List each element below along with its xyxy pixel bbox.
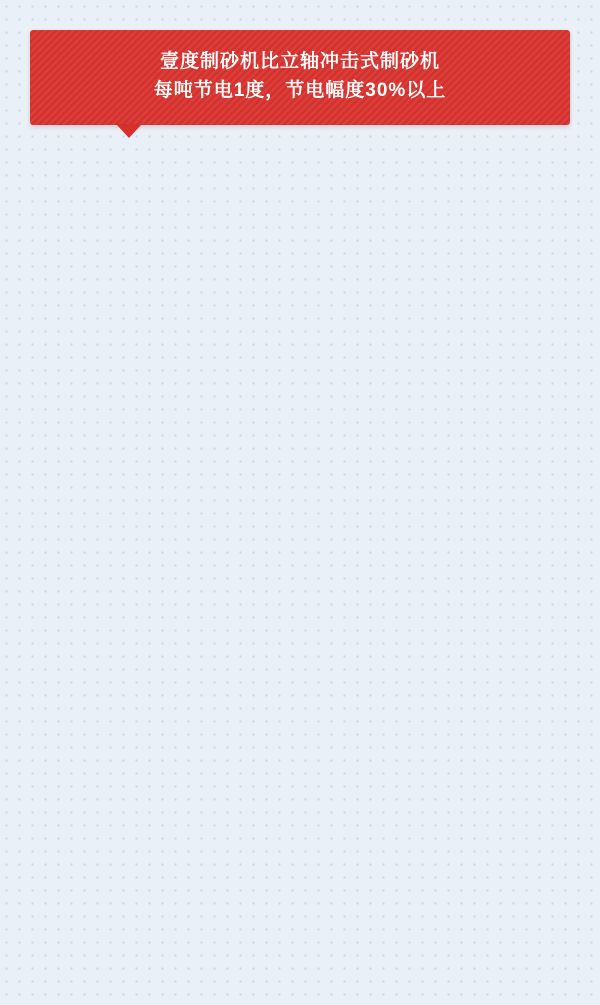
banner-line-1: 壹度制砂机比立轴冲击式制砂机 [159, 51, 440, 72]
banner-line-2: 每吨节电1度，节电幅度30%以上 [153, 80, 447, 102]
promo-banner [30, 30, 570, 125]
banner-pointer [116, 124, 142, 138]
banner-container [0, 0, 600, 125]
